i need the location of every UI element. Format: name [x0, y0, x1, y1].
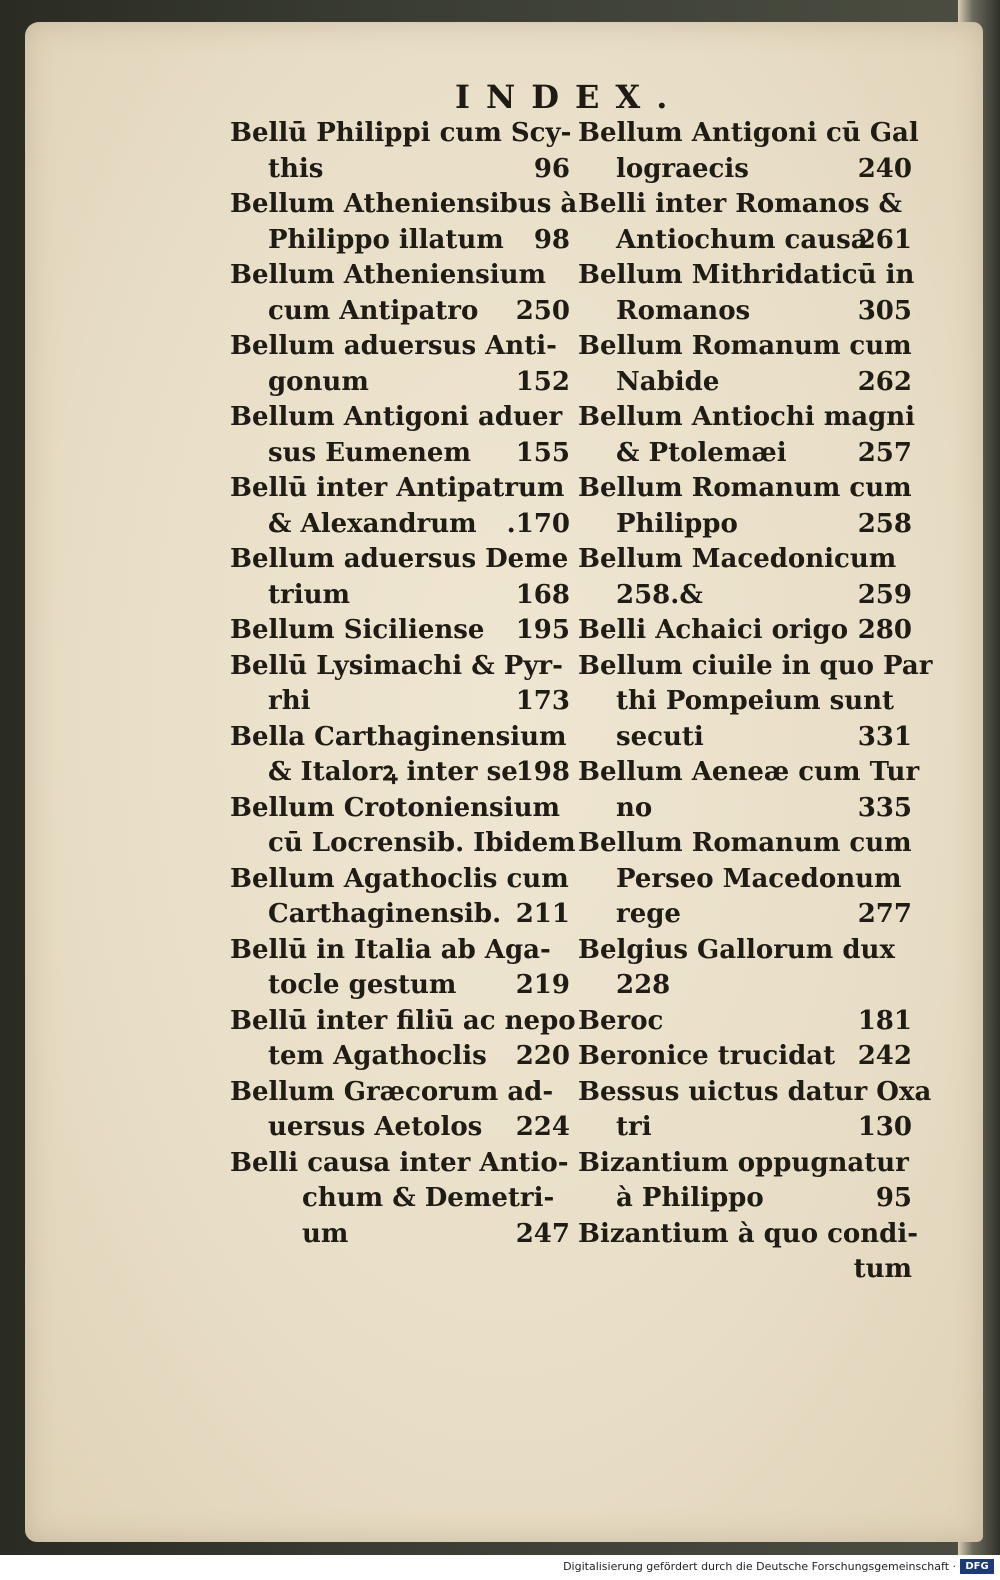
index-entry-line — [578, 826, 912, 862]
index-entry-line — [230, 755, 570, 791]
index-entry-text: Bellum Macedonicum — [578, 544, 897, 574]
index-entry-text: Bellum Siciliense — [230, 615, 485, 645]
index-entry-line — [578, 187, 912, 223]
index-entry-line — [578, 542, 912, 578]
index-page-number: 95 — [875, 1183, 912, 1213]
index-page-number: 305 — [857, 295, 912, 326]
index-entry-line — [230, 1217, 570, 1253]
index-page-number: 240 — [857, 153, 912, 184]
running-head: INDEX. — [455, 78, 684, 116]
index-entry-text: tri — [616, 1112, 652, 1142]
index-entry-text: Bellū Lysimachi & Pyr- — [230, 650, 563, 681]
index-entry-line — [230, 613, 570, 649]
index-entry-text: 258.& — [616, 579, 703, 610]
index-entry-text: & Alexandrum — [268, 508, 477, 539]
index-entry-text: rhi — [268, 686, 311, 716]
index-entry-line — [578, 116, 919, 152]
index-entry-text: Beroc — [578, 1005, 664, 1036]
index-entry-line — [578, 862, 912, 898]
index-column-right — [578, 116, 933, 1288]
index-entry-text: Belli inter Romanos & — [578, 189, 902, 219]
index-entry-text: Bellum Antiochi magni — [578, 402, 916, 432]
index-entry-text: Philippo — [616, 508, 738, 539]
index-entry-line — [578, 471, 912, 507]
index-entry-text: Bizantium oppugnatur — [578, 1147, 909, 1178]
index-entry-line — [578, 720, 912, 756]
index-page-number: 130 — [857, 1112, 912, 1142]
index-page-number: .170 — [506, 508, 570, 539]
index-entry-text: Bellum Atheniensibus à — [230, 189, 578, 219]
index-entry-line — [230, 1181, 570, 1217]
index-entry-line — [230, 897, 570, 933]
index-entry-line — [230, 116, 570, 152]
index-entry-line — [230, 294, 570, 330]
index-entry-text: cum Antipatro — [268, 295, 479, 326]
index-entry-line — [578, 1075, 932, 1111]
index-page-number: 277 — [857, 899, 912, 929]
index-page-number: 261 — [857, 224, 912, 255]
index-entry-line — [230, 720, 570, 756]
index-entry-line — [578, 365, 912, 401]
index-entry-line — [230, 1004, 576, 1040]
index-entry-text: chum & Demetri- — [302, 1183, 555, 1213]
index-page-number: 211 — [515, 899, 570, 929]
index-entry-text: Perseo Macedonum — [616, 863, 902, 894]
index-entry-text: Bellum Antigoni cū Gal — [578, 118, 919, 148]
index-entry-text: lograecis — [616, 153, 749, 184]
index-entry-line — [578, 152, 912, 188]
index-page-number: 258 — [857, 508, 912, 539]
index-entry-line — [578, 507, 912, 543]
index-page-number: 262 — [857, 366, 912, 397]
footer-bar — [0, 1555, 1000, 1580]
index-entry-text: Bellum Mithridaticū in — [578, 260, 915, 290]
index-entry-line — [230, 436, 570, 472]
index-entry-text: Beronice trucidat — [578, 1041, 836, 1071]
index-page-number: 335 — [857, 792, 912, 823]
index-entry-line — [578, 1110, 912, 1146]
index-entry-text: Nabide — [616, 366, 720, 397]
index-page-number: 247 — [515, 1218, 570, 1249]
index-entry-line — [230, 826, 576, 862]
index-entry-text: Bellū inter Antipatrum — [230, 473, 565, 503]
index-entry-text: Belgius Gallorum dux — [578, 934, 895, 965]
index-entry-text: no — [616, 792, 653, 823]
index-entry-line — [230, 684, 570, 720]
index-entry-text: à Philippo — [616, 1183, 764, 1213]
index-entry-text: rege — [616, 899, 681, 929]
index-entry-line — [230, 329, 570, 365]
index-entry-line — [578, 436, 912, 472]
index-entry-text: 228 — [616, 970, 671, 1000]
index-entry-text: Bellum aduersus Anti- — [230, 331, 557, 361]
index-page-number: tum — [853, 1254, 912, 1284]
index-column-left — [230, 116, 578, 1252]
index-page-number: 219 — [515, 970, 570, 1000]
index-entry-text: thi Pompeium sunt — [616, 686, 895, 716]
index-entry-line — [230, 1110, 570, 1146]
index-page-number: 98 — [533, 224, 570, 255]
index-entry-line — [230, 1039, 570, 1075]
index-entry-text: Bellum Antigoni aduer — [230, 402, 563, 432]
index-entry-text: gonum — [268, 366, 369, 397]
index-entry-line — [578, 755, 920, 791]
index-entry-line — [578, 968, 912, 1004]
index-entry-text: Bellū Philippi cum Scy- — [230, 118, 572, 148]
index-page-number: 152 — [515, 366, 570, 397]
index-page-number: 259 — [857, 579, 912, 610]
index-entry-line — [230, 578, 570, 614]
index-entry-line — [230, 933, 570, 969]
index-entry-line — [578, 897, 912, 933]
index-entry-text: Romanos — [616, 295, 751, 326]
index-entry-line — [578, 933, 912, 969]
index-page-number: 168 — [515, 579, 570, 610]
index-entry-text: this — [268, 153, 324, 184]
index-entry-text: Bellū inter filiū ac nepo — [230, 1005, 576, 1036]
index-entry-line — [578, 578, 912, 614]
index-entry-line — [578, 1252, 912, 1288]
index-entry-line — [230, 152, 570, 188]
index-entry-line — [230, 400, 570, 436]
index-page-number: 173 — [515, 686, 570, 716]
index-entry-line — [230, 1075, 570, 1111]
index-entry-line — [230, 1146, 570, 1182]
index-entry-line — [230, 649, 570, 685]
index-entry-line — [578, 684, 912, 720]
dfg-logo: DFG — [960, 1559, 994, 1574]
index-entry-text: Bellum Romanum cum — [578, 473, 912, 503]
index-entry-line — [578, 1217, 919, 1253]
index-entry-line — [230, 258, 570, 294]
index-page-number: 280 — [857, 615, 912, 645]
footer-credit: Digitalisierung gefördert durch die Deutsche Forschungsgemeinschaft · — [563, 1560, 956, 1573]
index-entry-text: Bellum ciuile in quo Par — [578, 650, 933, 681]
index-entry-text: Bellum Atheniensium — [230, 260, 547, 290]
index-entry-text: Bellum Crotoniensium — [230, 792, 560, 823]
index-entry-line — [578, 1004, 912, 1040]
index-entry-line — [230, 968, 570, 1004]
index-entry-text: Bellū in Italia ab Aga- — [230, 934, 551, 965]
index-page-number: 224 — [515, 1112, 570, 1142]
index-page-number: 242 — [857, 1041, 912, 1071]
index-entry-line — [230, 365, 570, 401]
index-page-number: 195 — [515, 615, 570, 645]
index-entry-text: Carthaginensib. — [268, 899, 502, 929]
index-entry-text: Belli Achaici origo — [578, 615, 849, 645]
index-entry-line — [578, 1039, 912, 1075]
index-entry-text: Bizantium à quo condi- — [578, 1218, 919, 1249]
index-page-number: 257 — [857, 437, 912, 468]
index-entry-text: Bellum Agathoclis cum — [230, 863, 569, 894]
index-page-number: 250 — [515, 295, 570, 326]
index-entry-line — [230, 471, 570, 507]
index-entry-text: Bella Carthaginensium — [230, 721, 567, 752]
index-entry-text: tem Agathoclis — [268, 1041, 487, 1071]
index-entry-text: Bellum aduersus Deme — [230, 544, 569, 574]
index-entry-text: cū Locrensib. Ibidem — [268, 828, 576, 858]
index-entry-line — [230, 187, 578, 223]
index-entry-line — [578, 223, 912, 259]
index-page-number: 96 — [533, 153, 570, 184]
index-entry-text: Bellum Aeneæ cum Tur — [578, 757, 920, 787]
index-entry-line — [578, 400, 916, 436]
index-page-number: 220 — [515, 1041, 570, 1071]
index-entry-text: Bessus uictus datur Oxa — [578, 1076, 932, 1107]
index-entry-text: Philippo illatum — [268, 224, 504, 255]
index-entry-line — [230, 507, 570, 543]
index-entry-text: Bellum Romanum cum — [578, 828, 912, 858]
index-entry-text: secuti — [616, 721, 704, 752]
index-entry-text: Belli causa inter Antio- — [230, 1147, 569, 1178]
index-entry-text: Bellum Romanum cum — [578, 331, 912, 361]
index-entry-text: sus Eumenem — [268, 437, 471, 468]
index-page-number: 155 — [515, 437, 570, 468]
index-entry-text: Antiochum causa — [616, 224, 868, 255]
index-entry-text: um — [302, 1218, 349, 1249]
index-entry-line — [578, 294, 912, 330]
index-page-number: 331 — [857, 721, 912, 752]
index-entry-text: & Ptolemæi — [616, 437, 787, 468]
index-entry-line — [230, 791, 570, 827]
index-entry-line — [578, 613, 912, 649]
index-entry-text: tocle gestum — [268, 970, 457, 1000]
index-entry-text: uersus Aetolos — [268, 1112, 483, 1142]
index-entry-line — [578, 1181, 912, 1217]
index-entry-line — [578, 649, 933, 685]
index-entry-line — [578, 258, 915, 294]
index-entry-line — [578, 1146, 912, 1182]
index-entry-line — [230, 862, 570, 898]
index-entry-text: trium — [268, 579, 350, 610]
index-page-number: 181 — [857, 1005, 912, 1036]
index-entry-line — [230, 223, 570, 259]
index-page-number: 198 — [515, 757, 570, 787]
index-entry-line — [230, 542, 570, 578]
index-entry-line — [578, 329, 912, 365]
index-entry-text: Bellum Græcorum ad- — [230, 1076, 554, 1107]
index-entry-text: & Italorꝝ inter se — [268, 757, 518, 787]
index-entry-line — [578, 791, 912, 827]
